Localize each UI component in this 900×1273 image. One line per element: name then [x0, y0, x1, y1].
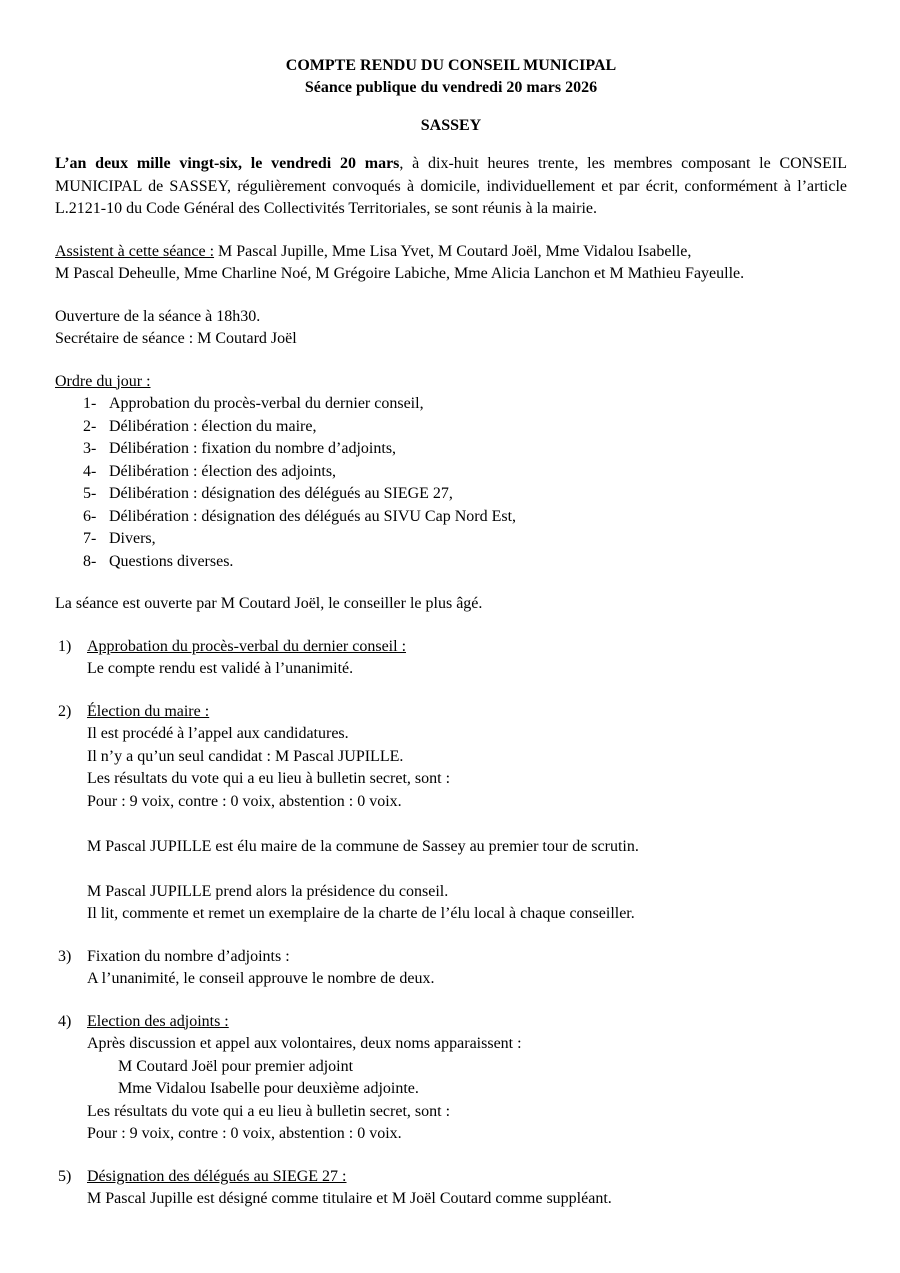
- candidate-1: M Coutard Joël pour premier adjoint: [118, 1057, 354, 1075]
- section-title: Fixation du nombre d’adjoints :: [87, 947, 290, 965]
- section-3: [55, 946, 847, 991]
- vote-results: Pour : 9 voix, contre : 0 voix, abstention : 0 voix.: [87, 792, 402, 810]
- agenda-item: 2- Délibération : élection du maire,: [83, 417, 317, 435]
- agenda-list: [55, 393, 847, 573]
- attendance-line2: M Pascal Deheulle, Mme Charline Noé, M Grégoire Labiche, Mme Alicia Lanchon et M Mathieu Fayeulle.: [55, 265, 745, 282]
- vote-results: Pour : 9 voix, contre : 0 voix, abstention : 0 voix.: [87, 1125, 402, 1142]
- section-text: A l’unanimité, le conseil approuve le nombre de deux.: [87, 970, 435, 987]
- agenda-item: 4- Délibération : élection des adjoints,: [83, 462, 337, 480]
- section-text: Les résultats du vote qui a eu lieu à bulletin secret, sont :: [87, 770, 451, 787]
- section-text: M Pascal JUPILLE prend alors la présidence du conseil.: [87, 882, 449, 900]
- intro-text: , à dix-huit heures trente, les membres composant le CONSEIL MUNICIPAL de SASSEY, régulièrement convoqués à domicile, individuellement et par écrit, conformément à l’article L.2121-10 du Code Général des Collectivités Territoriales, se sont réunis à la mairie.: [55, 155, 848, 217]
- intro-date: L’an deux mille vingt-six, le vendredi 20 mars: [55, 155, 400, 172]
- section-title: Élection du maire :: [87, 702, 210, 720]
- section-text: Il n’y a qu’un seul candidat : M Pascal JUPILLE.: [87, 747, 404, 765]
- secretary: Secrétaire de séance : M Coutard Joël: [55, 330, 297, 347]
- section-text: Les résultats du vote qui a eu lieu à bulletin secret, sont :: [87, 1102, 451, 1120]
- candidate-2: Mme Vidalou Isabelle pour deuxième adjointe.: [118, 1080, 419, 1097]
- section-text: Il lit, commente et remet un exemplaire de la charte de l’élu local à chaque conseiller.: [87, 905, 635, 922]
- section-number: 2): [58, 702, 72, 720]
- agenda-item: 8- Questions diverses.: [83, 552, 234, 570]
- section-title: Election des adjoints :: [87, 1012, 229, 1030]
- opening-time: Ouverture de la séance à 18h30.: [55, 307, 261, 325]
- intro-paragraph: [55, 153, 847, 221]
- section-1: [55, 636, 847, 681]
- section-text: M Pascal Jupille est désigné comme titulaire et M Joël Coutard comme suppléant.: [87, 1190, 612, 1207]
- section-text: Il est procédé à l’appel aux candidatures.: [87, 725, 349, 742]
- section-number: 1): [58, 637, 72, 655]
- document-subtitle: Séance publique du vendredi 20 mars 2026: [304, 79, 598, 96]
- section-title: Approbation du procès-verbal du dernier conseil :: [87, 637, 407, 655]
- agenda-item: 7- Divers,: [83, 530, 156, 547]
- section-number: 5): [58, 1167, 72, 1185]
- section-text: Après discussion et appel aux volontaires, deux noms apparaissent :: [87, 1035, 522, 1052]
- section-2: [55, 701, 847, 926]
- session-open: La séance est ouverte par M Coutard Joël, le conseiller le plus âgé.: [55, 595, 483, 612]
- attendance: [55, 241, 847, 286]
- section-title: Désignation des délégués au SIEGE 27 :: [87, 1167, 347, 1185]
- section-5: [55, 1166, 847, 1211]
- attendance-label: Assistent à cette séance :: [55, 242, 215, 260]
- document-title: COMPTE RENDU DU CONSEIL MUNICIPAL: [285, 57, 617, 74]
- opening: [55, 306, 847, 351]
- section-text: M Pascal JUPILLE est élu maire de la commune de Sassey au premier tour de scrutin.: [87, 837, 639, 855]
- section-text: Le compte rendu est validé à l’unanimité.: [87, 660, 354, 677]
- section-number: 4): [58, 1012, 72, 1030]
- agenda: [55, 371, 847, 574]
- agenda-item: 1- Approbation du procès-verbal du dernier conseil,: [83, 395, 424, 412]
- attendance-line1: M Pascal Jupille, Mme Lisa Yvet, M Coutard Joël, Mme Vidalou Isabelle,: [214, 242, 692, 260]
- agenda-label: Ordre du jour :: [55, 372, 151, 390]
- agenda-item: 5- Délibération : désignation des délégués au SIEGE 27,: [83, 485, 453, 502]
- agenda-item: 6- Délibération : désignation des délégués au SIVU Cap Nord Est,: [83, 507, 517, 525]
- section-4: [55, 1011, 847, 1146]
- agenda-item: 3- Délibération : fixation du nombre d’adjoints,: [83, 440, 397, 457]
- document-page: [55, 55, 847, 1211]
- section-number: 3): [58, 947, 72, 965]
- city-name: SASSEY: [420, 117, 482, 134]
